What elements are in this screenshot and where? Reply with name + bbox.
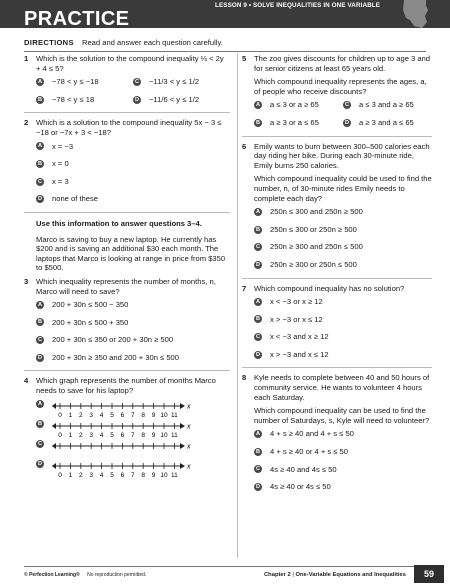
option-letter-icon: C: [255, 244, 261, 251]
option-letter-icon: C: [344, 102, 350, 109]
answer-option[interactable]: [36, 159, 230, 169]
option-letter-icon: C: [37, 337, 43, 344]
option-letter-icon: A: [255, 208, 261, 215]
arrow-left-icon: [52, 403, 56, 409]
tick-label: 0: [58, 471, 62, 478]
tick-label: 9: [151, 431, 156, 438]
question-text: Which inequality represents the number of months, n, Marco will need to save?: [36, 276, 216, 296]
right-column: [242, 54, 432, 500]
answer-option[interactable]: [254, 350, 432, 360]
tick-label: 11: [171, 471, 178, 478]
arrow-left-icon: [52, 423, 56, 429]
tick-label: 4: [99, 431, 104, 438]
tick-label: 11: [171, 411, 178, 418]
answer-option[interactable]: [254, 207, 432, 217]
divider: [24, 212, 230, 213]
option-letter-icon: C: [255, 466, 261, 473]
option-letter-icon: B: [37, 160, 43, 167]
option-text: a ≤ 3 and a ≥ 65: [359, 100, 414, 110]
footer-rule: [24, 566, 426, 567]
option-text: 200 + 30n ≤ 500 + 350: [52, 317, 129, 327]
left-column: [24, 54, 230, 480]
answer-option[interactable]: [254, 429, 432, 439]
option-text: 250n ≤ 300 or 250n ≥ 500: [270, 224, 357, 234]
option-text: x > −3 or x ≤ 12: [270, 314, 323, 324]
tick-label: 10: [160, 471, 168, 478]
footer-publisher: [24, 572, 146, 578]
option-letter-icon: A: [37, 78, 43, 85]
lesson-label: LESSON 9 • SOLVE INEQUALITIES IN ONE VARIABLE: [215, 2, 380, 9]
tick-label: 5: [110, 431, 114, 438]
answer-option[interactable]: [254, 315, 432, 325]
tick-label: 6: [120, 411, 125, 418]
option-letter-icon: B: [37, 319, 43, 326]
question-number: 2: [24, 118, 29, 128]
question-6: [242, 142, 432, 171]
chapter-label: Chapter 2: [264, 572, 291, 578]
graph-option[interactable]: [24, 440, 230, 458]
answer-option[interactable]: [36, 353, 230, 363]
option-letter-icon: C: [134, 78, 140, 85]
arrow-right-icon: [180, 463, 185, 469]
footer-chapter: Chapter 2 | One-Variable Equations and Inequalities: [264, 572, 406, 578]
number-line: [52, 420, 192, 438]
option-letter-icon: B: [37, 420, 43, 427]
divider: [242, 278, 432, 279]
question-prompt: Which compound inequality could be used to find the number, n, of 30-minute rides Emily needs to complete each day?: [254, 174, 432, 203]
tick-label: 11: [171, 431, 178, 438]
question-8-options: [242, 429, 432, 491]
option-text: 200 + 30n ≥ 350 and 200 + 30n ≤ 500: [52, 352, 179, 362]
question-number: 7: [242, 283, 247, 293]
option-letter-icon: A: [37, 400, 43, 407]
tick-label: 0: [58, 411, 62, 418]
answer-option[interactable]: [36, 142, 230, 152]
directions-label: DIRECTIONS: [24, 38, 74, 47]
question-prompt: Which compound inequality can be used to find the number of Saturdays, s, Kyle will need to volunteer?: [254, 406, 430, 425]
option-text: 4 + s ≥ 40 and 4 + s ≤ 50: [270, 429, 354, 439]
tick-label: 0: [58, 431, 62, 438]
option-text: 200 + 30n ≤ 350 or 200 + 30n ≥ 500: [52, 335, 174, 345]
question-4: [24, 376, 230, 395]
answer-option[interactable]: [254, 242, 432, 252]
question-7-options: [242, 297, 432, 359]
tick-label: 7: [130, 471, 135, 478]
option-letter-icon: B: [255, 119, 261, 126]
arrow-left-icon: [52, 443, 56, 449]
option-letter-icon: C: [37, 178, 43, 185]
question-5-options: [242, 100, 432, 127]
question-8: [242, 373, 432, 402]
page-title: PRACTICE: [24, 8, 130, 30]
tick-label: 4: [99, 471, 104, 478]
answer-option[interactable]: [36, 300, 230, 310]
answer-option[interactable]: [133, 77, 230, 87]
number-line: [52, 440, 192, 458]
option-letter-icon: B: [255, 448, 261, 455]
option-text: a ≥ 3 and a ≤ 65: [359, 117, 414, 127]
question-3: [24, 277, 230, 296]
question-2: [24, 118, 230, 137]
answer-option[interactable]: [254, 465, 432, 475]
tick-label: 7: [130, 431, 135, 438]
tick-label: 5: [110, 471, 114, 478]
option-letter-icon: B: [255, 316, 261, 323]
option-text: 250n ≥ 300 or 250n ≤ 500: [270, 259, 357, 269]
question-6-options: [242, 207, 432, 269]
top-rule: [24, 51, 426, 52]
option-text: x < −3 and x ≥ 12: [270, 332, 329, 342]
graph-option[interactable]: [24, 420, 230, 438]
option-letter-icon: D: [37, 196, 43, 203]
option-letter-icon: C: [37, 440, 43, 447]
tick-label: 10: [160, 431, 168, 438]
option-text: x = 3: [52, 176, 69, 186]
answer-option[interactable]: [36, 335, 230, 345]
option-text: x = −3: [52, 141, 74, 151]
tick-label: 1: [68, 411, 73, 418]
divider: [242, 136, 432, 137]
answer-option[interactable]: [254, 118, 343, 128]
option-letter-icon: D: [255, 484, 261, 491]
chapter-title: One-Variable Equations and Inequalities: [295, 572, 406, 578]
tick-label: 1: [68, 431, 73, 438]
question-2-options: [24, 142, 230, 204]
passage-text: Marco is saving to buy a new laptop. He currently has $200 and is saving an additional $30 each month. The laptops that Marco is looking at range in price from $350 to $500.: [36, 234, 226, 273]
arrow-right-icon: [180, 403, 185, 409]
tick-label: 1: [68, 471, 73, 478]
tick-label: 3: [89, 471, 94, 478]
option-text: 250n ≥ 300 and 250n ≤ 500: [270, 242, 363, 252]
option-letter-icon: B: [37, 96, 43, 103]
tick-label: 6: [120, 471, 125, 478]
option-letter-icon: B: [255, 226, 261, 233]
option-text: −78 < y ≤ 18: [52, 94, 95, 104]
answer-option[interactable]: [254, 225, 432, 235]
arrow-right-icon: [180, 443, 185, 449]
arrow-right-icon: [180, 423, 185, 429]
page-number: 59: [414, 565, 444, 583]
question-text: Which is the solution to the compound inequality ⅓ < 2y + 4 ≤ 5?: [36, 54, 224, 73]
option-text: none of these: [52, 194, 99, 204]
tick-label: 2: [78, 471, 83, 478]
publisher-logo: © Perfection Learning®: [24, 572, 80, 578]
question-text: Which compound inequality has no solution?: [254, 283, 405, 293]
option-letter-icon: D: [37, 460, 43, 467]
column-divider: [237, 53, 238, 558]
answer-option[interactable]: [254, 297, 432, 307]
answer-option[interactable]: [133, 95, 230, 105]
answer-option[interactable]: [36, 318, 230, 328]
question-number: 5: [242, 54, 247, 63]
tick-label: 3: [89, 431, 94, 438]
answer-option[interactable]: [36, 95, 133, 105]
answer-option[interactable]: [36, 194, 230, 204]
option-letter-icon: D: [344, 119, 350, 126]
axis-label: x: [187, 423, 191, 431]
number-line: [52, 460, 192, 478]
option-text: 200 + 30n ≤ 500 − 350: [52, 300, 129, 310]
option-letter-icon: C: [255, 334, 261, 341]
option-letter-icon: D: [255, 351, 261, 358]
option-text: 4s ≥ 40 or 4s ≤ 50: [270, 482, 331, 492]
tick-label: 9: [151, 411, 156, 418]
question-number: 1: [24, 54, 29, 63]
tick-label: 6: [120, 431, 125, 438]
question-text: Which graph represents the number of months Marco needs to save for his laptop?: [36, 376, 216, 396]
question-prompt: Which compound inequality represents the ages, a, of people who receive discounts?: [254, 77, 427, 96]
option-text: −78 < y ≤ −18: [52, 77, 99, 87]
option-text: x > −3 and x ≤ 12: [270, 349, 329, 359]
answer-option[interactable]: [343, 100, 432, 110]
answer-option[interactable]: [343, 118, 432, 128]
question-5: [242, 54, 432, 73]
question-number: 3: [24, 276, 29, 286]
tick-label: 2: [78, 411, 83, 418]
option-text: −11/6 < y ≤ 1/2: [149, 94, 200, 104]
option-letter-icon: D: [37, 354, 43, 361]
question-4-graphs: [24, 400, 230, 478]
number-line: [52, 400, 192, 418]
question-text: Kyle needs to complete between 40 and 50 hours of community service. He wants to volunteer 4 hours each Saturday.: [254, 373, 430, 402]
tick-label: 4: [99, 411, 104, 418]
option-letter-icon: A: [255, 102, 261, 109]
answer-option[interactable]: [254, 332, 432, 342]
state-outline-icon: [400, 0, 430, 28]
question-7: [242, 284, 432, 294]
question-number: 8: [242, 373, 247, 383]
option-text: 250n ≤ 300 and 250n ≥ 500: [270, 207, 363, 217]
passage-heading: Use this information to answer questions 3–4.: [36, 218, 202, 228]
tick-label: 8: [141, 411, 146, 418]
option-text: −11/3 < y ≤ 1/2: [149, 77, 200, 87]
option-text: 4s ≥ 40 and 4s ≤ 50: [270, 464, 337, 474]
answer-option[interactable]: [36, 177, 230, 187]
option-text: x < −3 or x ≥ 12: [270, 297, 323, 307]
question-3-options: [24, 300, 230, 362]
option-letter-icon: D: [255, 261, 261, 268]
tick-label: 9: [151, 471, 156, 478]
option-text: a ≥ 3 or a ≤ 65: [270, 117, 319, 127]
question-1-options: [24, 77, 230, 104]
directions-text: Read and answer each question carefully.: [81, 38, 223, 47]
question-text: Which is a solution to the compound inequality 5x − 3 ≤ −18 or −7x + 3 < −18?: [36, 118, 222, 137]
arrow-left-icon: [52, 463, 56, 469]
tick-label: 8: [141, 431, 146, 438]
option-text: a ≤ 3 or a ≥ 65: [270, 100, 319, 110]
directions: [24, 38, 223, 47]
answer-option[interactable]: [254, 100, 343, 110]
tick-label: 3: [89, 411, 94, 418]
tick-label: 7: [130, 411, 135, 418]
divider: [24, 112, 230, 113]
axis-label: x: [187, 403, 191, 411]
question-1: [24, 54, 230, 73]
question-number: 4: [24, 376, 29, 386]
graph-option[interactable]: [24, 400, 230, 418]
page-header: [0, 0, 450, 28]
option-text: x = 0: [52, 159, 69, 169]
tick-label: 5: [110, 411, 114, 418]
tick-label: 10: [160, 411, 168, 418]
tick-label: 2: [78, 431, 83, 438]
option-text: 4 + s ≥ 40 or 4 + s ≤ 50: [270, 447, 348, 457]
axis-label: x: [187, 443, 191, 451]
answer-option[interactable]: [36, 77, 133, 87]
option-letter-icon: A: [37, 143, 43, 150]
question-number: 6: [242, 141, 247, 151]
axis-label: x: [187, 463, 191, 471]
divider: [242, 367, 432, 368]
graph-option[interactable]: [24, 460, 230, 478]
answer-option[interactable]: [254, 260, 432, 270]
tick-label: 8: [141, 471, 146, 478]
option-letter-icon: A: [255, 431, 261, 438]
option-letter-icon: D: [134, 96, 140, 103]
option-letter-icon: A: [255, 298, 261, 305]
answer-option[interactable]: [254, 447, 432, 457]
copyright-notice: No reproduction permitted.: [87, 572, 147, 578]
answer-option[interactable]: [254, 482, 432, 492]
question-text: The zoo gives discounts for children up to age 3 and for senior citizens at least 65 years old.: [254, 54, 431, 73]
option-letter-icon: A: [37, 301, 43, 308]
question-text: Emily wants to burn between 300–500 calories each day riding her bike. During each 30-minute ride, Emily burns 250 calories.: [254, 141, 430, 170]
divider: [24, 370, 230, 371]
